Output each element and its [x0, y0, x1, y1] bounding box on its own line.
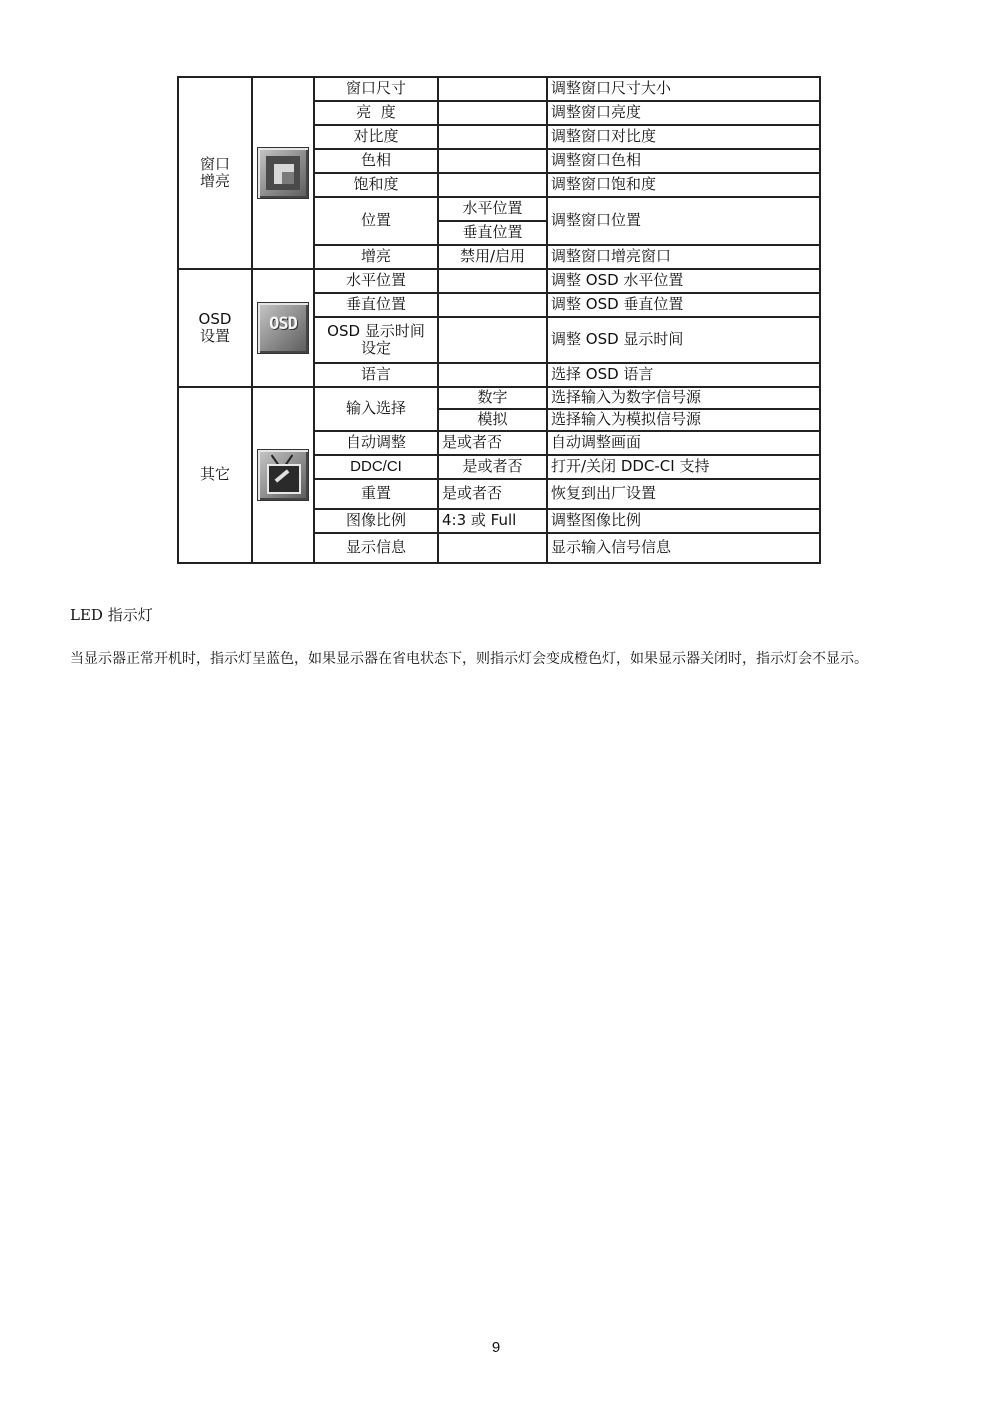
item-cell: 重置: [314, 479, 438, 509]
setting-cell: [438, 77, 547, 101]
desc-cell: 调整窗口位置: [547, 197, 820, 245]
setting-cell: [438, 269, 547, 293]
setting-cell: 垂直位置: [438, 221, 547, 245]
led-section-heading: LED 指示灯: [70, 606, 153, 624]
table-row: [178, 269, 820, 293]
desc-cell: 显示输入信号信息: [547, 533, 820, 563]
item-cell: 垂直位置: [314, 293, 438, 317]
item-cell: 语言: [314, 363, 438, 387]
setting-cell: [438, 363, 547, 387]
setting-cell: 模拟: [438, 409, 547, 431]
item-cell: 窗口尺寸: [314, 77, 438, 101]
setting-cell: [438, 533, 547, 563]
setting-cell: [438, 173, 547, 197]
desc-cell: 调整窗口增亮窗口: [547, 245, 820, 269]
desc-cell: 调整图像比例: [547, 509, 820, 533]
desc-cell: 打开/关闭 DDC-CI 支持: [547, 455, 820, 479]
group-label-window: 窗口 增亮: [178, 77, 252, 269]
page-number: 9: [491, 1339, 501, 1356]
desc-cell: 选择 OSD 语言: [547, 363, 820, 387]
desc-cell: 选择输入为模拟信号源: [547, 409, 820, 431]
item-cell: 亮 度: [314, 101, 438, 125]
osd-icon: OSD: [257, 302, 309, 354]
group-icon-cell-osd: [252, 269, 314, 387]
setting-cell: [438, 317, 547, 363]
item-cell: 饱和度: [314, 173, 438, 197]
desc-cell: 调整窗口亮度: [547, 101, 820, 125]
item-cell: 输入选择: [314, 387, 438, 431]
setting-cell: 数字: [438, 387, 547, 409]
group-icon-cell-other: [252, 387, 314, 563]
setting-cell: 是或者否: [438, 455, 547, 479]
item-cell: DDC/CI: [314, 455, 438, 479]
desc-cell: 调整窗口饱和度: [547, 173, 820, 197]
osd-menu-table: [177, 76, 821, 564]
item-cell: 位置: [314, 197, 438, 245]
group-label-other: 其它: [178, 387, 252, 563]
item-cell: 显示信息: [314, 533, 438, 563]
item-cell: 增亮: [314, 245, 438, 269]
setting-cell: 4:3 或 Full: [438, 509, 547, 533]
desc-cell: 调整窗口对比度: [547, 125, 820, 149]
item-cell: OSD 显示时间 设定: [314, 317, 438, 363]
table-row: [178, 77, 820, 101]
desc-cell: 调整窗口尺寸大小: [547, 77, 820, 101]
desc-cell: 调整 OSD 显示时间: [547, 317, 820, 363]
desc-cell: 自动调整画面: [547, 431, 820, 455]
setting-cell: [438, 149, 547, 173]
setting-cell: 是或者否: [438, 479, 547, 509]
desc-cell: 调整 OSD 垂直位置: [547, 293, 820, 317]
group-icon-cell-window: [252, 77, 314, 269]
setting-cell: 水平位置: [438, 197, 547, 221]
setting-cell: [438, 293, 547, 317]
desc-cell: 调整窗口色相: [547, 149, 820, 173]
led-section-body: 当显示器正常开机时，指示灯呈蓝色，如果显示器在省电状态下，则指示灯会变成橙色灯，如果显示器关闭时，指示灯会不显示。: [70, 651, 868, 667]
setting-cell: 禁用/启用: [438, 245, 547, 269]
item-cell: 自动调整: [314, 431, 438, 455]
desc-cell: 选择输入为数字信号源: [547, 387, 820, 409]
tv-tools-icon: [257, 449, 309, 501]
item-cell: 图像比例: [314, 509, 438, 533]
setting-cell: [438, 101, 547, 125]
item-cell: 水平位置: [314, 269, 438, 293]
group-label-osd: OSD 设置: [178, 269, 252, 387]
desc-cell: 调整 OSD 水平位置: [547, 269, 820, 293]
desc-cell: 恢复到出厂设置: [547, 479, 820, 509]
item-cell: 对比度: [314, 125, 438, 149]
setting-cell: 是或者否: [438, 431, 547, 455]
item-cell: 色相: [314, 149, 438, 173]
table-row: [178, 387, 820, 409]
setting-cell: [438, 125, 547, 149]
window-brightness-icon: [257, 147, 309, 199]
